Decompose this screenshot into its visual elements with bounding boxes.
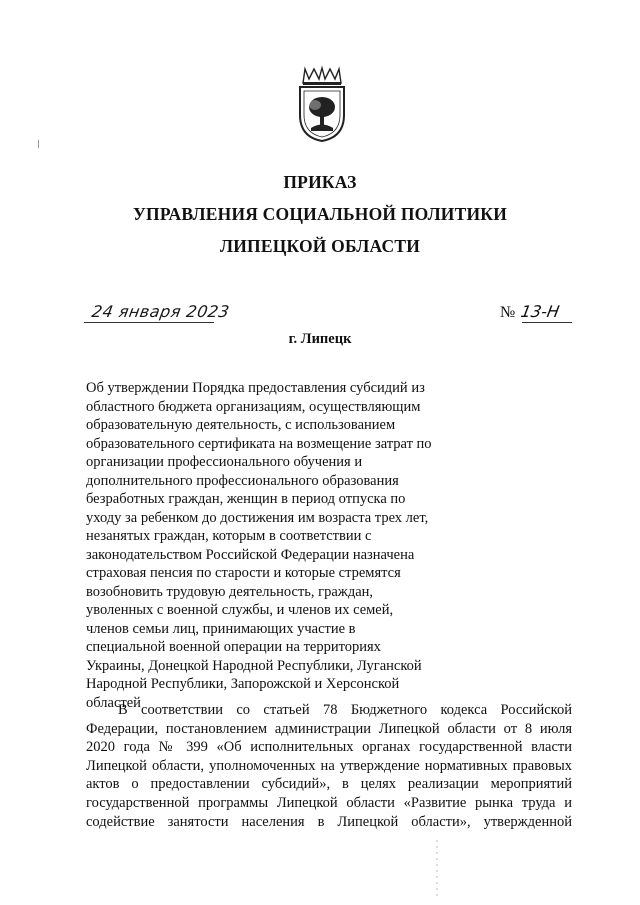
city-label: г. Липецк (288, 331, 352, 347)
body-paragraph (86, 701, 572, 831)
body-line: В соответствии со статьей 78 Бюджетного кодекса Российской (118, 702, 572, 718)
scan-artifact (38, 140, 39, 148)
body-line: актов о предоставлении субсидий», в целях реализации мероприятий (86, 776, 572, 793)
subject-line: областного бюджета организациям, осуществляющим (86, 398, 421, 415)
scan-artifact (436, 840, 438, 900)
coat-of-arms-icon (297, 65, 347, 143)
order-number (500, 302, 562, 322)
document-type-title: ПРИКАЗ (283, 172, 357, 192)
body-line: Липецкой области, уполномоченных на утверждение нормативных правовых (86, 757, 572, 774)
body-line: Федерации, постановлением администрации Липецкой области от 8 июля (86, 720, 572, 737)
date-underline (84, 322, 214, 323)
issuer-title: УПРАВЛЕНИЯ СОЦИАЛЬНОЙ ПОЛИТИКИ (132, 204, 508, 224)
subject-line: областей (86, 694, 141, 711)
number-sign: № (500, 304, 516, 321)
subject-line: организации профессионального обучения и (86, 454, 363, 470)
subject-line: Народной Республики, Запорожской и Херсонской (86, 676, 400, 692)
handwritten-date: 24 января 2023 (90, 302, 232, 321)
subject-line: образовательную деятельность, с использованием (86, 417, 396, 433)
subject-line: дополнительного профессионального образования (86, 472, 399, 489)
body-line: 2020 года № 399 «Об исполнительных органах государственной власти (86, 739, 572, 756)
subject-line: членов семьи лиц, принимающих участие в (86, 620, 356, 637)
number-underline (522, 322, 572, 323)
subject-line: Украины, Донецкой Народной Республики, Луганской (86, 657, 422, 674)
subject-line: незанятых граждан, которым в соответствии с (86, 528, 372, 544)
subject-line: Об утверждении Порядка предоставления субсидий из (86, 380, 425, 396)
region-title: ЛИПЕЦКОЙ ОБЛАСТИ (219, 236, 421, 256)
subject-line: уволенных с военной службы, и членов их семей, (86, 602, 394, 618)
subject-line: возобновить трудовую деятельность, граждан, (86, 583, 374, 600)
subject-line: страховая пенсия по старости и которые стремятся (86, 565, 401, 581)
body-line: содействие занятости населения в Липецкой области», утвержденной (86, 813, 572, 830)
subject-line: безработных граждан, женщин в период отпуска по (86, 491, 406, 507)
subject-block (86, 379, 466, 712)
subject-line: уходу за ребенком до достижения им возраста трех лет, (86, 509, 429, 526)
subject-line: специальной военной операции на территориях (86, 639, 381, 655)
subject-line: законодательством Российской Федерации назначена (86, 546, 415, 563)
subject-line: образовательного сертификата на возмещение затрат по (86, 435, 432, 452)
handwritten-number: 13-Н (519, 302, 562, 321)
body-line: государственной программы Липецкой области «Развитие рынка труда и (86, 794, 572, 811)
